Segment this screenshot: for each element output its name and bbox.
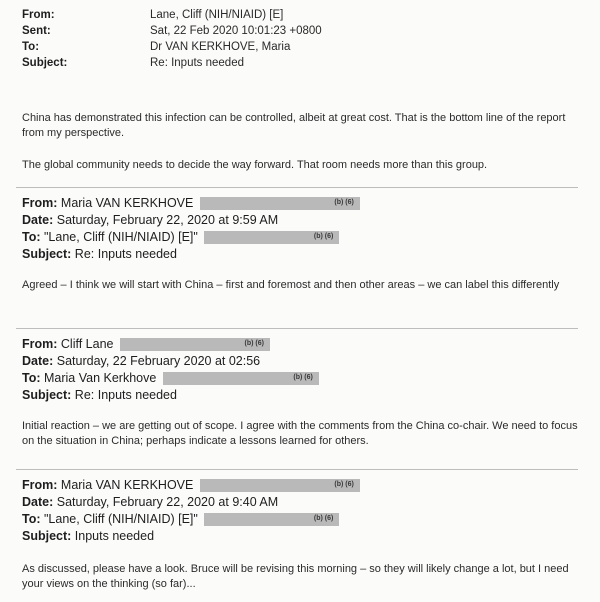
message-1-from-label: From: — [22, 196, 58, 210]
redaction-box — [163, 372, 319, 385]
redaction-box — [200, 479, 360, 492]
header-from-label: From: — [22, 9, 55, 21]
header-sent-value: Sat, 22 Feb 2020 10:01:23 +0800 — [150, 25, 322, 37]
message-1-to-label: To: — [22, 230, 41, 244]
header-to-label: To: — [22, 41, 40, 53]
divider — [16, 469, 578, 470]
divider — [16, 328, 578, 329]
header-subject-label: Subject: — [22, 57, 68, 69]
message-1-date-label: Date: — [22, 213, 54, 227]
body-paragraph-1: China has demonstrated this infection can be controlled, albeit at great cost. That is the bottom line of the report from my perspective. — [22, 112, 566, 139]
message-1-date-value: Saturday, February 22, 2020 at 9:59 AM — [56, 213, 279, 227]
message-2-body: Initial reaction – we are getting out of scope. I agree with the comments from the China co-chair. We need to focus on the situation in China; perhaps indicate a lessons learned for others. — [22, 420, 578, 447]
message-2-to-value: Maria Van Kerkhove — [44, 371, 157, 385]
redaction-code: (b) (6) — [313, 233, 334, 241]
message-2-subject-label: Subject: — [22, 388, 72, 402]
message-1-subject-label: Subject: — [22, 247, 72, 261]
redaction-code: (b) (6) — [293, 374, 313, 382]
message-3-to-value: "Lane, Cliff (NIH/NIAID) [E]" — [44, 512, 198, 526]
redaction-code: (b) (6) — [313, 515, 334, 523]
header-from-value: Lane, Cliff (NIH/NIAID) [E] — [150, 9, 284, 21]
message-1-from-row — [22, 195, 360, 211]
message-1-to-row — [22, 229, 339, 245]
message-2-from-row — [22, 336, 270, 352]
message-3-to-label: To: — [22, 512, 41, 526]
redaction-code: (b) (6) — [334, 481, 354, 489]
message-2-from-value: Cliff Lane — [60, 337, 114, 351]
divider — [16, 187, 578, 188]
message-2-from-label: From: — [22, 337, 58, 351]
message-2-subject-row — [22, 387, 177, 403]
message-3-date-row — [22, 494, 278, 510]
redaction-code: (b) (6) — [334, 199, 354, 207]
message-3-date-value: Saturday, February 22, 2020 at 9:40 AM — [56, 495, 279, 509]
redaction-box — [200, 197, 360, 210]
header-subject-value: Re: Inputs needed — [150, 57, 244, 69]
header-to-value: Dr VAN KERKHOVE, Maria — [150, 41, 291, 53]
message-3-subject-value: Inputs needed — [74, 529, 155, 543]
header-sent-label: Sent: — [22, 25, 51, 37]
redaction-code: (b) (6) — [244, 340, 264, 348]
message-2-to-label: To: — [22, 371, 41, 385]
message-3-subject-row — [22, 528, 154, 544]
message-2-to-row — [22, 370, 319, 386]
message-3-body: As discussed, please have a look. Bruce will be revising this morning – so they will likely change a lot, but I need your views on the thinking (so far)... — [22, 563, 569, 590]
redaction-box — [120, 338, 270, 351]
message-3-from-row — [22, 477, 360, 493]
message-1-to-value: "Lane, Cliff (NIH/NIAID) [E]" — [44, 230, 198, 244]
message-1-date-row — [22, 212, 278, 228]
redaction-box — [204, 231, 339, 244]
redaction-box — [204, 513, 339, 526]
message-3-from-value: Maria VAN KERKHOVE — [60, 478, 194, 492]
message-3-from-label: From: — [22, 478, 58, 492]
message-1-subject-row — [22, 246, 177, 262]
message-3-to-row — [22, 511, 339, 527]
message-3-subject-label: Subject: — [22, 529, 72, 543]
message-3-date-label: Date: — [22, 495, 54, 509]
message-1-body: Agreed – I think we will start with China – first and foremost and then other areas – we can label this differently — [22, 279, 560, 291]
message-2-date-value: Saturday, 22 February 2020 at 02:56 — [56, 354, 261, 368]
message-2-date-label: Date: — [22, 354, 54, 368]
message-1-subject-value: Re: Inputs needed — [74, 247, 177, 261]
body-paragraph-2: The global community needs to decide the way forward. That room needs more than this group. — [22, 159, 488, 171]
message-1-from-value: Maria VAN KERKHOVE — [60, 196, 194, 210]
message-2-date-row — [22, 353, 260, 369]
message-2-subject-value: Re: Inputs needed — [74, 388, 177, 402]
